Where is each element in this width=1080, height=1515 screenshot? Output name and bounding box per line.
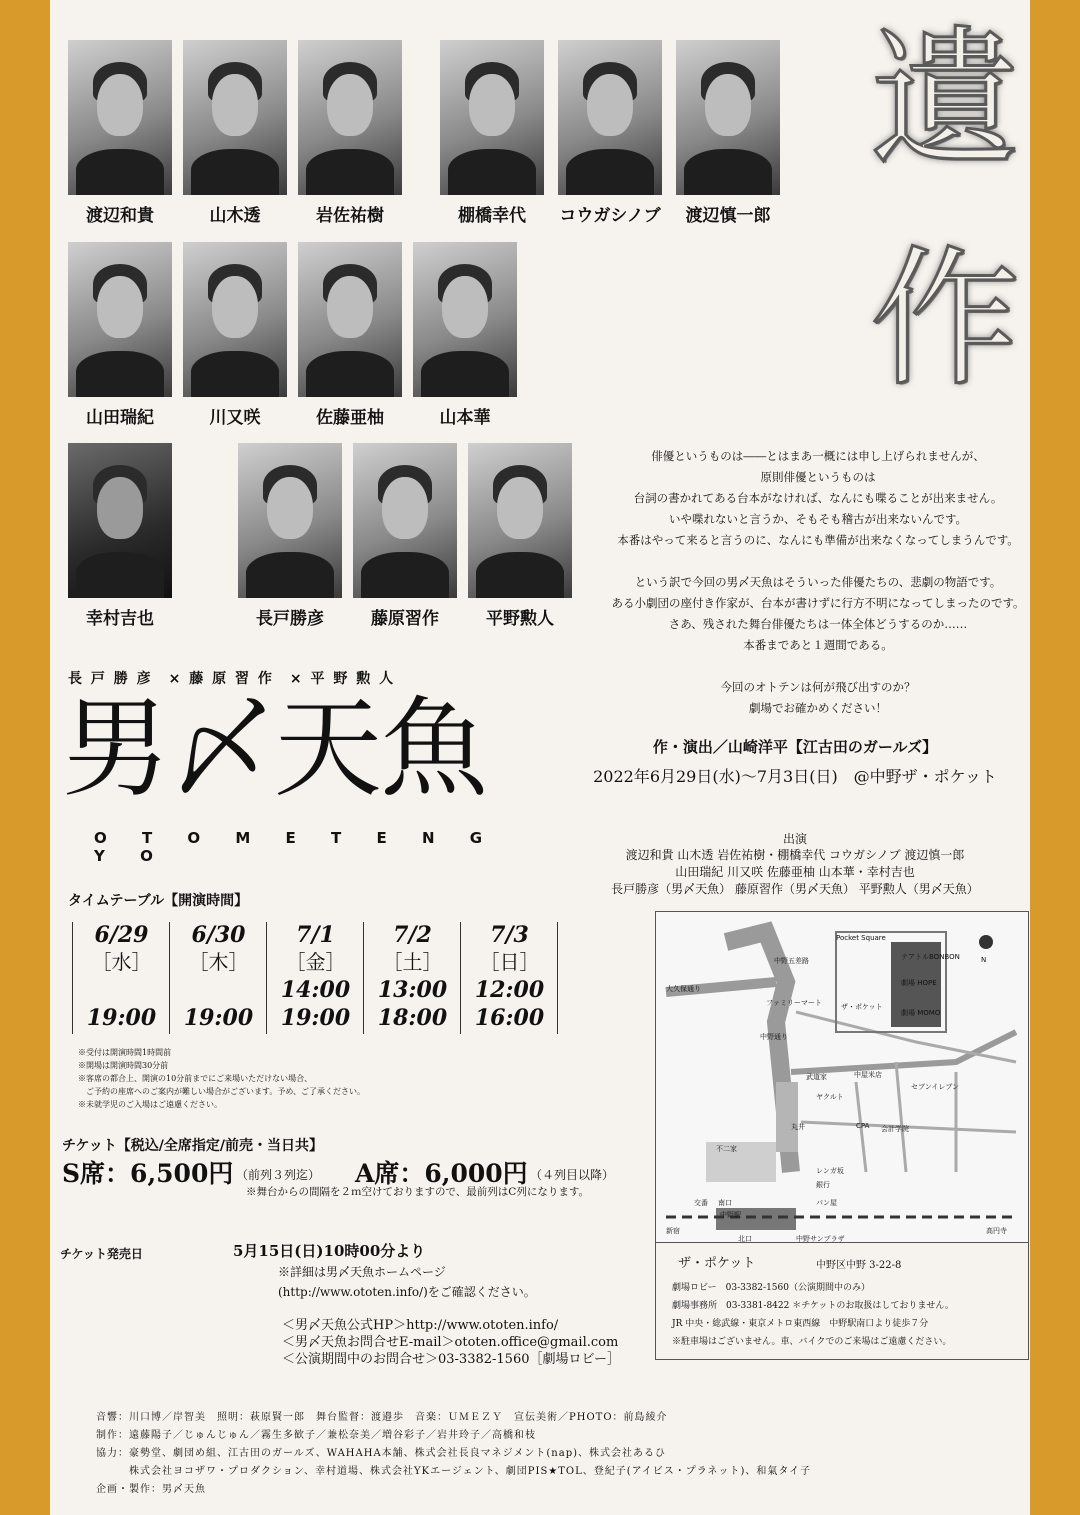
contact-line: ＜男〆天魚お問合せE-mail＞ototen.office@gmail.com (282, 1335, 619, 1350)
map-label: 中屋米店 (854, 1071, 882, 1079)
venue-map (655, 911, 1029, 1243)
cast-photo (183, 242, 287, 397)
timetable-time: 14:00 (280, 977, 351, 1003)
map-label: 丸井 (791, 1123, 805, 1131)
photo-body (191, 351, 278, 398)
timetable-date: 6/29 (94, 922, 149, 948)
timetable-day (268, 922, 363, 1032)
photo-body (566, 149, 653, 196)
cast-name: 山本華 (439, 408, 491, 428)
map-label: 新宿 (666, 1227, 680, 1235)
director-credit: 作・演出／山崎洋平【江古田のガールズ】 (652, 738, 938, 756)
map-label: 中野サンプラザ (796, 1235, 845, 1243)
timetable-day (462, 922, 557, 1032)
map-label: Pocket Square (836, 934, 886, 942)
title-char-1: 遺 (870, 13, 1021, 187)
timetable-date: 6/30 (191, 922, 246, 948)
photo-body (76, 552, 163, 599)
staff-credits (96, 1409, 811, 1499)
timetable-time: 19:00 (183, 1005, 254, 1031)
cast-name: 渡辺慎一郎 (685, 206, 771, 226)
credit-line: 協力：豪勢堂、劇団め組、江古田のガールズ、WAHAHA本舗、株式会社長良マネジメント(nap)、株式会社あるひ (96, 1448, 666, 1459)
cast-name: 平野勲人 (486, 609, 554, 629)
access-line: 劇場ロビー 03-3382-1560（公演期間中のみ） (672, 1283, 870, 1293)
timetable-time: 19:00 (86, 1005, 157, 1031)
timetable-note: ご予約の座席へのご案内が難しい場合がございます。予め、ご了承ください。 (78, 1087, 366, 1096)
timetable-time: 18:00 (377, 1005, 448, 1031)
credit-line: 株式会社ヨコザワ・プロダクション、幸村道場、株式会社YKエージェント、劇団PIS★TOL、登紀子(アイビス・プラネット)、和氣タイ子 (96, 1466, 812, 1477)
map-label: 高円寺 (986, 1227, 1007, 1235)
map-label: ザ・ポケット (841, 1003, 883, 1011)
timetable-divider (557, 922, 558, 1034)
timetable-dow: ［水］ (91, 950, 152, 974)
photo-face (497, 477, 543, 539)
sale-label: チケット発売日 (60, 1247, 143, 1261)
cast-name: 幸村吉也 (86, 609, 154, 629)
map-label: レンガ坂 (816, 1167, 844, 1175)
synopsis-line (608, 656, 1028, 677)
synopsis-line: 劇場でお確かめください！ (749, 701, 887, 715)
map-label: 中野五差路 (774, 957, 809, 965)
photo-face (327, 276, 373, 338)
photo-body (76, 351, 163, 398)
map-drawing (656, 912, 1028, 1242)
map-label: 中野通り (760, 1033, 788, 1041)
synopsis-line: 本番まであと１週間である。 (743, 638, 893, 652)
cast-name: 長戸勝彦 (256, 609, 324, 629)
cast-photo (468, 443, 572, 598)
credit-line: 企画・製作：男〆天魚 (96, 1484, 206, 1495)
timetable-dow: ［金］ (285, 950, 346, 974)
timetable-note: ※受付は開演時間1時間前 (78, 1048, 172, 1057)
timetable-time: 19:00 (280, 1005, 351, 1031)
photo-body (421, 351, 508, 398)
photo-face (327, 74, 373, 136)
photo-body (361, 552, 448, 599)
photo-face (97, 74, 143, 136)
cast-name: 棚橋幸代 (458, 206, 526, 226)
timetable-dow: ［木］ (188, 950, 249, 974)
photo-face (382, 477, 428, 539)
synopsis-line: 原則俳優というものは (760, 470, 876, 484)
cast-photo (558, 40, 662, 195)
timetable-day (365, 922, 460, 1032)
photo-body (476, 552, 563, 599)
timetable-time: 16:00 (474, 1005, 545, 1031)
map-label: 劇場 MOMO (901, 1009, 941, 1017)
map-label: ヤクルト (816, 1093, 844, 1101)
troupe-logo: 男〆天魚 (62, 687, 487, 812)
timetable-dow: ［土］ (382, 950, 443, 974)
cast-photo (353, 443, 457, 598)
photo-face (587, 74, 633, 136)
map-label: 北口 (738, 1235, 752, 1243)
venue-access-lines (672, 1279, 1022, 1351)
photo-face (469, 74, 515, 136)
timetable-time (171, 976, 266, 1004)
timetable-note: ※客席の都合上、開演の10分前までにご来場いただけない場合、 (78, 1074, 313, 1083)
map-label: 会計学院 (881, 1125, 909, 1133)
map-label: テアトルBONBON (901, 953, 960, 961)
timetable-date: 7/2 (393, 922, 432, 948)
map-label: ファミリーマート (766, 999, 822, 1007)
map-label: 交番 (694, 1199, 708, 1207)
cast-name: 山木透 (209, 206, 261, 226)
photo-face (212, 276, 258, 338)
sale-note-1: ※詳細は男〆天魚ホームページ (278, 1265, 446, 1279)
cast-photo (68, 40, 172, 195)
troupe-members: 長 戸 勝 彦 × 藤 原 習 作 × 平 野 勲 人 (68, 671, 396, 687)
map-label: N (981, 956, 987, 964)
timetable-divider (72, 922, 73, 1034)
contact-block (282, 1317, 620, 1368)
timetable-notes (78, 1046, 638, 1111)
timetable-day (74, 922, 169, 1032)
synopsis-line: ある小劇団の座付き作家が、台本が書けずに行方不明になってしまったのです。 (611, 596, 1025, 610)
cast-line: 渡辺和貴 山木透 岩佐祐樹・棚橋幸代 コウガシノブ 渡辺慎一郎 (625, 848, 965, 862)
cast-name: 渡辺和貴 (86, 206, 154, 226)
timetable-note: ※開場は開演時間30分前 (78, 1061, 169, 1070)
synopsis-line: さあ、残された舞台俳優たちは一体全体どうするのか…… (668, 617, 968, 631)
cast-photo (238, 443, 342, 598)
map-label: セブンイレブン (911, 1083, 960, 1091)
cast-heading: 出演 (782, 832, 807, 846)
cast-line: 山田瑞紀 川又咲 佐藤亜柚 山本華・幸村吉也 (675, 865, 915, 879)
timetable-date: 7/1 (296, 922, 335, 948)
photo-face (442, 276, 488, 338)
synopsis-line: という訳で今回の男〆天魚はそういった俳優たちの、悲劇の物語です。 (634, 575, 1002, 589)
photo-body (76, 149, 163, 196)
cast-list (560, 847, 1030, 898)
ticket-a-price: A席：6,000円 (355, 1159, 528, 1188)
photo-face (97, 477, 143, 539)
contact-line: ＜男〆天魚公式HP＞http://www.ototen.info/ (282, 1318, 559, 1333)
map-label: 不二家 (716, 1145, 737, 1153)
cast-photo (298, 40, 402, 195)
cast-name: 岩佐祐樹 (316, 206, 384, 226)
timetable-divider (169, 922, 170, 1034)
map-label: 武道家 (806, 1073, 827, 1081)
ticket-distance-note: ※舞台からの間隔を２ｍ空けておりますので、最前列はC列になります。 (246, 1186, 589, 1198)
cast-name: 佐藤亜柚 (316, 408, 384, 428)
map-label: 大久保通り (666, 985, 701, 993)
cast-photo (68, 242, 172, 397)
timetable-note: ※未就学児のご入場はご遠慮ください。 (78, 1100, 222, 1109)
credit-line: 制作：遠藤陽子／じゅんじゅん／霧生多歓子／兼松奈美／増谷彩子／岩井玲子／高橋和枝 (96, 1430, 536, 1441)
synopsis-line: 台詞の書かれてある台本がなければ、なんにも喋ることが出来ません。 (633, 491, 1003, 505)
synopsis-line: 今回のオトテンは何が飛び出すのか？ (720, 680, 916, 694)
synopsis-line (608, 551, 1028, 572)
ticket-a-note: （４列目以降） (530, 1168, 615, 1182)
venue-access (655, 1241, 1029, 1360)
photo-body (306, 149, 393, 196)
credit-line: 音響：川口博／岸智美 照明：萩原賢一郎 舞台監督：渡邉歩 音楽：ＵＭＥＺＹ 宣伝美術／PHOTO：前島綾介 (96, 1412, 668, 1423)
timetable-time: 12:00 (474, 977, 545, 1003)
cast-photo (413, 242, 517, 397)
photo-face (97, 276, 143, 338)
access-line: 劇場事務所 03-3381-8422 ＊チケットのお取扱はしておりません。 (672, 1301, 954, 1311)
photo-body (306, 351, 393, 398)
cast-photo (298, 242, 402, 397)
photo-face (212, 74, 258, 136)
map-label: 銀行 (816, 1181, 830, 1189)
ticket-s-price: S席：6,500円 (62, 1159, 234, 1188)
photo-body (246, 552, 333, 599)
photo-body (191, 149, 278, 196)
title-char-2: 作 (870, 233, 1021, 407)
troupe-romaji: O T O M E T E N G Y O (94, 829, 498, 865)
venue-name: ザ・ポケット (678, 1256, 756, 1271)
cast-line: 長戸勝彦（男〆天魚） 藤原習作（男〆天魚） 平野勲人（男〆天魚） (611, 882, 979, 896)
timetable-day (171, 922, 266, 1032)
photo-body (448, 149, 535, 196)
map-label: 南口 (718, 1199, 732, 1207)
access-line: JR 中央・総武線・東京メトロ東西線 中野駅南口より徒歩７分 (672, 1319, 929, 1329)
map-label: 中野駅 (720, 1211, 741, 1219)
photo-face (267, 477, 313, 539)
photo-body (684, 149, 771, 196)
timetable-time: 13:00 (377, 977, 448, 1003)
map-label: 劇場 HOPE (901, 979, 937, 987)
timetable-divider (363, 922, 364, 1034)
cast-name: コウガシノブ (559, 206, 661, 226)
photo-face (705, 74, 751, 136)
timetable-time (74, 976, 169, 1004)
sale-date: 5月15日(日)10時00分より (233, 1242, 426, 1260)
timetable-dow: ［日］ (479, 950, 540, 974)
cast-photo (676, 40, 780, 195)
map-label: パン屋 (816, 1199, 837, 1207)
cast-photo (68, 443, 172, 598)
ticket-heading: チケット【税込/全席指定/前売・当日共】 (62, 1138, 323, 1154)
cast-name: 山田瑞紀 (86, 408, 154, 428)
flyer-page (50, 0, 1030, 1515)
synopsis (608, 446, 1028, 719)
timetable-divider (266, 922, 267, 1034)
performance-dates: 2022年6月29日(水)〜7月3日(日) @中野ザ・ポケット (593, 767, 997, 786)
cast-photo (183, 40, 287, 195)
ticket-s-note: （前列３列迄） (236, 1168, 321, 1182)
venue-address: 中野区中野 3-22-8 (816, 1260, 902, 1271)
timetable-divider (460, 922, 461, 1034)
timetable-heading: タイムテーブル【開演時間】 (68, 893, 249, 909)
sale-note-2: (http://www.ototen.info/)をご確認ください。 (278, 1285, 536, 1299)
synopsis-line: いや喋れないと言うか、そもそも稽古が出来ないんです。 (668, 512, 968, 526)
cast-photo (440, 40, 544, 195)
cast-name: 川又咲 (209, 408, 261, 428)
synopsis-line: 俳優というものは――とはまあ一概には申し上げられませんが、 (651, 449, 985, 463)
synopsis-line: 本番はやって来ると言うのに、なんにも準備が出来なくなってしまうんです。 (617, 533, 1019, 547)
contact-line: ＜公演期間中のお問合せ＞03-3382-1560［劇場ロビー］ (282, 1352, 620, 1367)
cast-name: 藤原習作 (371, 609, 439, 629)
map-label: CPA (856, 1122, 870, 1130)
access-line: ※駐車場はございません。車、バイクでのご来場はご遠慮ください。 (672, 1337, 952, 1347)
timetable-date: 7/3 (490, 922, 529, 948)
